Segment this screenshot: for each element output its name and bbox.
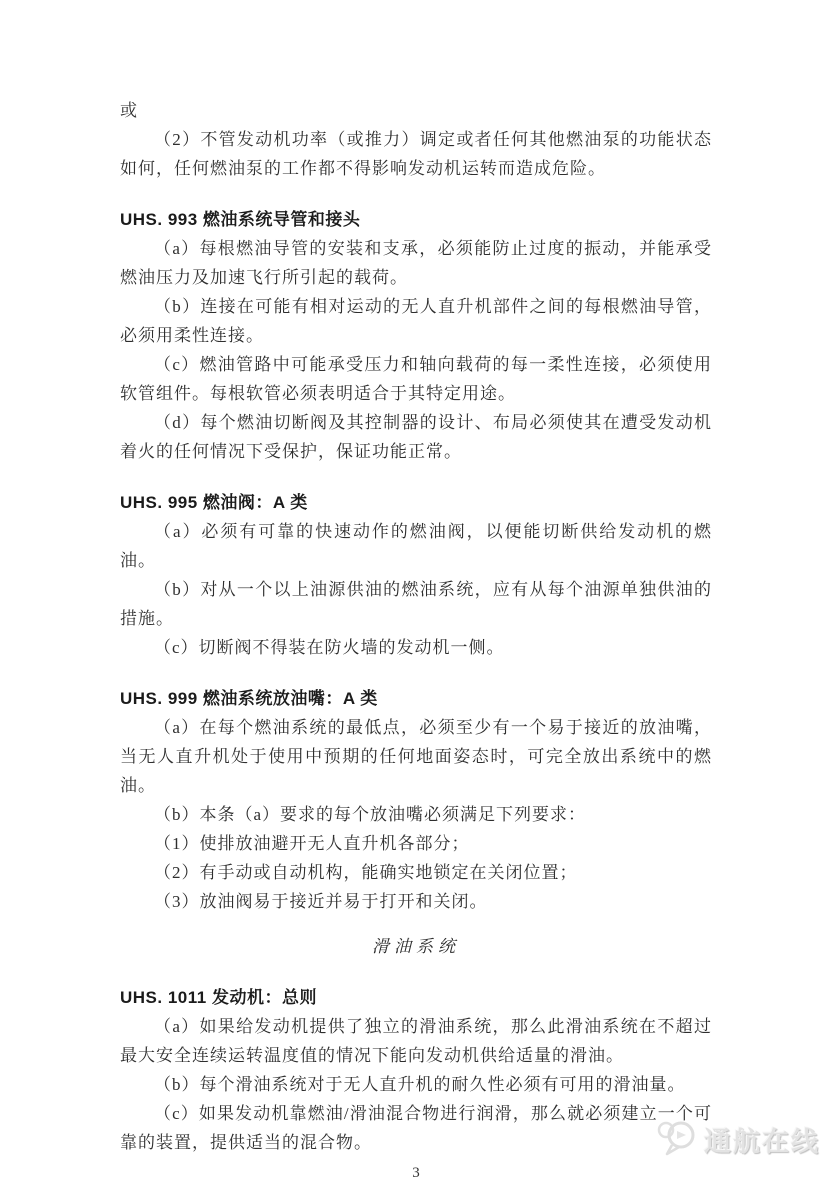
paragraph-993-a: （a）每根燃油导管的安装和支承，必须能防止过度的振动，并能承受燃油压力及加速飞行所引起的载荷。: [120, 239, 712, 287]
paragraph-993-d: （d）每个燃油切断阀及其控制器的设计、布局必须使其在遭受发动机着火的任何情况下受保护，保证功能正常。: [120, 413, 712, 461]
watermark-logo: [655, 1116, 820, 1163]
paragraph-995-b: （b）对从一个以上油源供油的燃油系统，应有从每个油源单独供油的措施。: [120, 580, 712, 628]
paragraph-993-c: （c）燃油管路中可能承受压力和轴向载荷的每一柔性连接，必须使用软管组件。每根软管必须表明适合于其特定用途。: [120, 355, 712, 403]
paragraph-1011-c: （c）如果发动机靠燃油/滑油混合物进行润滑，那么就必须建立一个可靠的装置，提供适当的混合物。: [120, 1104, 712, 1152]
list-item-999-b-3: （3）放油阀易于接近并易于打开和关闭。: [154, 892, 488, 911]
paragraph-993-b: （b）连接在可能有相对运动的无人直升机部件之间的每根燃油导管，必须用柔性连接。: [120, 297, 712, 345]
paragraph-995-c: （c）切断阀不得装在防火墙的发动机一侧。: [154, 638, 505, 657]
section-heading-uhs-999: UHS. 999 燃油系统放油嘴：A 类: [120, 689, 378, 708]
section-heading-uhs-995: UHS. 995 燃油阀：A 类: [120, 493, 308, 512]
paragraph-2: （2）不管发动机功率（或推力）调定或者任何其他燃油泵的功能状态如何，任何燃油泵的工作都不得影响发动机运转而造成危险。: [120, 130, 712, 178]
chapter-heading-oil-system: 滑油系统: [372, 937, 460, 956]
paragraph-1011-a: （a）如果给发动机提供了独立的滑油系统，那么此滑油系统在不超过最大安全连续运转温度值的情况下能向发动机供给适量的滑油。: [120, 1017, 712, 1065]
continuation-line: 或: [120, 101, 138, 120]
watermark-label: 通航在线: [704, 1127, 820, 1157]
paragraph-1011-b: （b）每个滑油系统对于无人直升机的耐久性必须有可用的滑油量。: [154, 1075, 686, 1094]
section-heading-uhs-1011: UHS. 1011 发动机：总则: [120, 988, 317, 1007]
list-item-999-b-1: （1）使排放油避开无人直升机各部分；: [154, 834, 470, 853]
megaphone-icon: [655, 1116, 699, 1163]
paragraph-999-b: （b）本条（a）要求的每个放油嘴必须满足下列要求：: [154, 805, 587, 824]
paragraph-995-a: （a）必须有可靠的快速动作的燃油阀，以便能切断供给发动机的燃油。: [120, 522, 712, 570]
document-content: [120, 96, 712, 1183]
paragraph-999-a: （a）在每个燃油系统的最低点，必须至少有一个易于接近的放油嘴，当无人直升机处于使用中预期的任何地面姿态时，可完全放出系统中的燃油。: [120, 718, 712, 795]
page-number: 3: [412, 1165, 420, 1181]
section-heading-uhs-993: UHS. 993 燃油系统导管和接头: [120, 210, 361, 229]
list-item-999-b-2: （2）有手动或自动机构，能确实地锁定在关闭位置；: [154, 863, 578, 882]
